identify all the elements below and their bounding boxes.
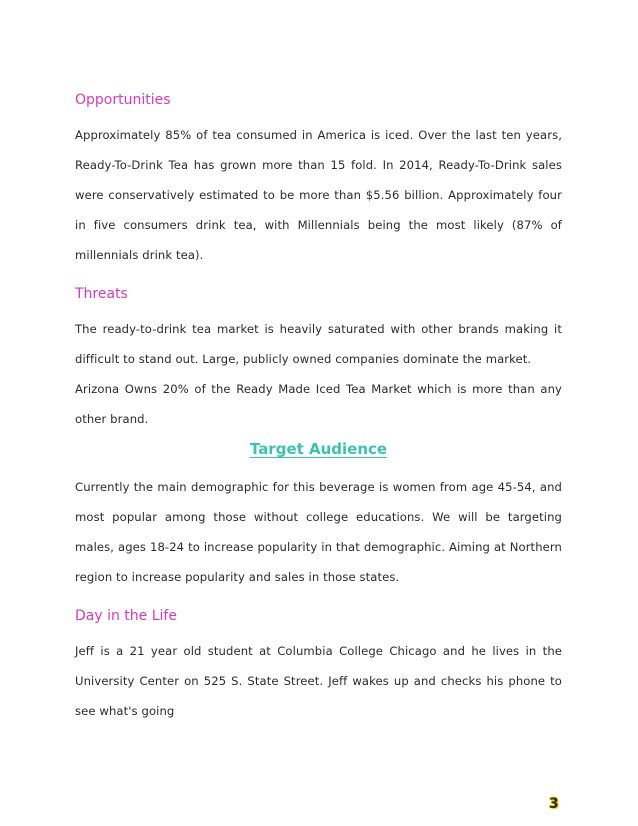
day-in-life-heading: Day in the Life [75,608,177,624]
opportunities-heading: Opportunities [75,92,171,108]
threats-paragraph-1: The ready-to-drink tea market is heavily saturated with other brands making it difficult to stand out. Large, publicly owned companies dominate the market. [75,322,562,366]
threats-heading: Threats [75,286,128,302]
spacer [75,464,562,472]
spacer [75,592,562,606]
threats-paragraph-2: Arizona Owns 20% of the Ready Made Iced Tea Market which is more than any other brand. [75,382,562,426]
opportunities-paragraph: Approximately 85% of tea consumed in America is iced. Over the last ten years, Ready-To-Drink Tea has grown more than 15 fold. In 2014, Ready-To-Drink sales were conservatively estimated to be more than $5.56 billion. Approximately four in five consumers drink tea, with Millennials being the most likely (87% of millennials drink tea). [75,128,562,262]
page-content [75,90,562,726]
target-audience-heading: Target Audience [249,440,388,458]
target-audience-paragraph: Currently the main demographic for this beverage is women from age 45-54, and most popular among those without college educations. We will be targeting males, ages 18-24 to increase popularity in that demographic. Aiming at Northern region to increase popularity and sales in those states. [75,480,562,584]
page-number: 3 [549,796,559,812]
spacer [75,270,562,284]
day-in-life-paragraph: Jeff is a 21 year old student at Columbia College Chicago and he lives in the University Center on 525 S. State Street. Jeff wakes up and checks his phone to see what's going [75,644,562,718]
